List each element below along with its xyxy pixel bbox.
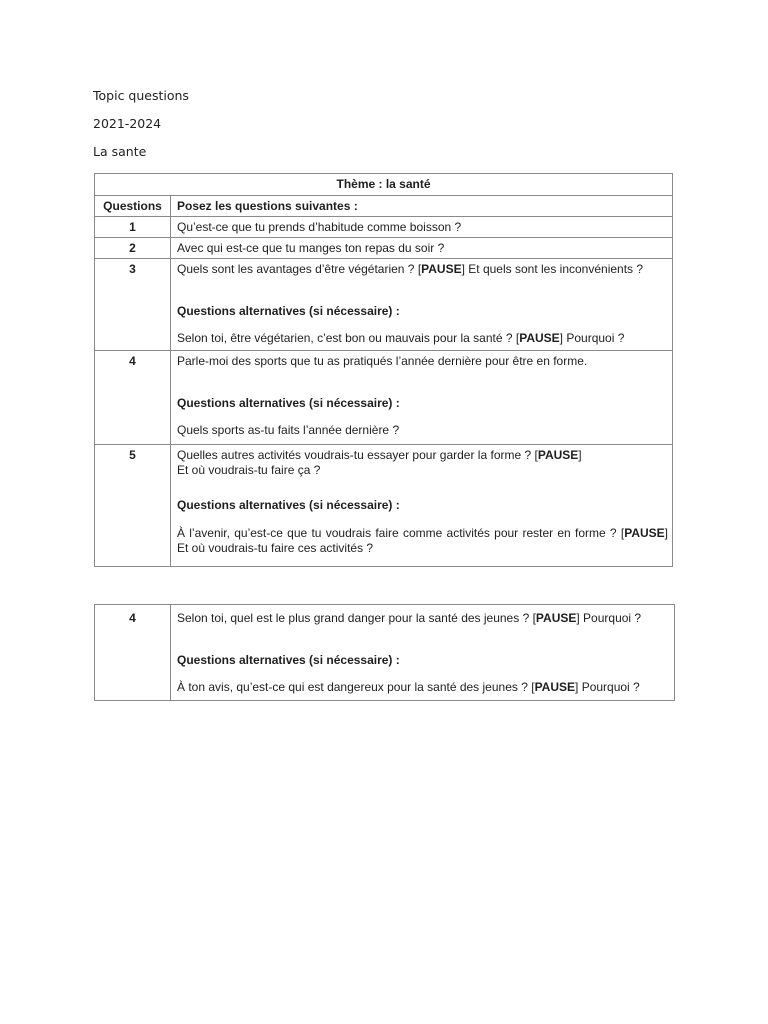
- doc-years: 2021-2024: [93, 116, 162, 131]
- table-row: [95, 217, 673, 238]
- question-number: 2: [95, 238, 171, 259]
- alternative-questions-label: Questions alternatives (si nécessaire) :: [177, 498, 400, 512]
- question-main: Quels sont les avantages d’être végétarien ? [PAUSE] Et quels sont les inconvénients ?: [177, 262, 644, 276]
- question-alternative: À ton avis, qu’est-ce qui est dangereux pour la santé des jeunes ? [PAUSE] Pourquoi ?: [177, 680, 640, 694]
- question-alternative: Quels sports as-tu faits l’année dernière ?: [177, 423, 400, 437]
- question-number: 5: [95, 445, 171, 567]
- column-header-questions: Questions: [95, 196, 171, 217]
- question-cell: [171, 605, 675, 701]
- table-theme-row: [95, 174, 673, 196]
- table-row: [95, 351, 673, 445]
- question-cell: [171, 259, 673, 351]
- question-number: 4: [95, 351, 171, 445]
- table-row: [95, 605, 675, 701]
- column-header-instructions: Posez les questions suivantes :: [171, 196, 673, 217]
- question-main: Parle-moi des sports que tu as pratiqués l’année dernière pour être en forme.: [177, 354, 588, 368]
- question-text: Avec qui est-ce que tu manges ton repas du soir ?: [171, 238, 673, 259]
- table-theme: Thème : la santé: [95, 174, 673, 196]
- table-row: [95, 238, 673, 259]
- doc-topic: La sante: [93, 144, 147, 159]
- table-row: [95, 259, 673, 351]
- question-cell: [171, 445, 673, 567]
- question-cell: [171, 351, 673, 445]
- question-number: 3: [95, 259, 171, 351]
- doc-title: Topic questions: [93, 88, 189, 103]
- table-header-row: [95, 196, 673, 217]
- alternative-questions-label: Questions alternatives (si nécessaire) :: [177, 396, 400, 410]
- question-number: 1: [95, 217, 171, 238]
- question-alternative: À l’avenir, qu’est-ce que tu voudrais faire comme activités pour rester en forme ? [PAUSE] Et où voudrais-tu faire ces activités ?: [177, 526, 669, 555]
- question-alternative: Selon toi, être végétarien, c’est bon ou mauvais pour la santé ? [PAUSE] Pourquoi ?: [177, 331, 625, 345]
- table-row: [95, 445, 673, 567]
- question-text: Qu’est-ce que tu prends d’habitude comme boisson ?: [171, 217, 673, 238]
- question-main: Quelles autres activités voudrais-tu essayer pour garder la forme ? [PAUSE] Et où voudrais-tu faire ça ?: [177, 448, 582, 477]
- questions-table-extra: [94, 604, 675, 701]
- questions-table: [94, 173, 673, 567]
- question-number: 4: [95, 605, 171, 701]
- alternative-questions-label: Questions alternatives (si nécessaire) :: [177, 304, 400, 318]
- question-main: Selon toi, quel est le plus grand danger pour la santé des jeunes ? [PAUSE] Pourquoi ?: [177, 611, 642, 625]
- alternative-questions-label: Questions alternatives (si nécessaire) :: [177, 653, 400, 667]
